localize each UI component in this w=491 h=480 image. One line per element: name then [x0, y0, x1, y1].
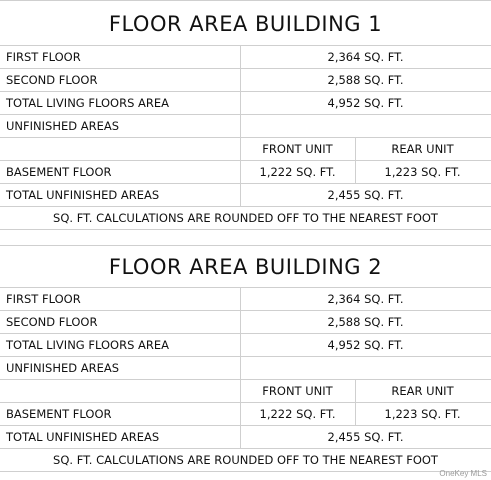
- b2-front-unit-header: FRONT UNIT: [262, 384, 333, 398]
- b1-total-unfinished-value: 2,455 SQ. FT.: [327, 188, 404, 202]
- b1-total-living-value: 4,952 SQ. FT.: [327, 96, 404, 110]
- b2-total-unfinished-label: TOTAL UNFINISHED AREAS: [6, 430, 160, 444]
- b2-second-floor-value: 2,588 SQ. FT.: [327, 315, 404, 329]
- grid-line: [0, 471, 491, 472]
- b1-second-floor-value: 2,588 SQ. FT.: [327, 73, 404, 87]
- b2-total-living-label: TOTAL LIVING FLOORS AREA: [6, 338, 170, 352]
- b1-first-floor-label: FIRST FLOOR: [6, 50, 81, 64]
- b1-front-unit-header: FRONT UNIT: [262, 142, 333, 156]
- b2-basement-label: BASEMENT FLOOR: [6, 407, 112, 421]
- b2-unfinished-header: UNFINISHED AREAS: [6, 361, 120, 375]
- b2-basement-rear-value: 1,223 SQ. FT.: [384, 407, 461, 421]
- b2-basement-front-value: 1,222 SQ. FT.: [259, 407, 336, 421]
- b1-total-unfinished-label: TOTAL UNFINISHED AREAS: [6, 188, 160, 202]
- b2-rounding-note: SQ. FT. CALCULATIONS ARE ROUNDED OFF TO THE NEAREST FOOT: [53, 453, 438, 467]
- b2-second-floor-label: SECOND FLOOR: [6, 315, 98, 329]
- b1-basement-rear-value: 1,223 SQ. FT.: [384, 165, 461, 179]
- building-1-title: FLOOR AREA BUILDING 1: [108, 12, 383, 36]
- b1-rear-unit-header: REAR UNIT: [391, 142, 454, 156]
- b1-rounding-note: SQ. FT. CALCULATIONS ARE ROUNDED OFF TO THE NEAREST FOOT: [53, 211, 438, 225]
- b2-first-floor-value: 2,364 SQ. FT.: [327, 292, 404, 306]
- b2-rear-unit-header: REAR UNIT: [391, 384, 454, 398]
- b2-first-floor-label: FIRST FLOOR: [6, 292, 81, 306]
- b1-basement-front-value: 1,222 SQ. FT.: [259, 165, 336, 179]
- grid-line: [0, 245, 491, 246]
- b1-basement-label: BASEMENT FLOOR: [6, 165, 112, 179]
- b1-first-floor-value: 2,364 SQ. FT.: [327, 50, 404, 64]
- grid-line: [0, 0, 491, 1]
- b1-unfinished-header: UNFINISHED AREAS: [6, 119, 120, 133]
- b2-total-living-value: 4,952 SQ. FT.: [327, 338, 404, 352]
- b2-total-unfinished-value: 2,455 SQ. FT.: [327, 430, 404, 444]
- b1-second-floor-label: SECOND FLOOR: [6, 73, 98, 87]
- grid-line: [0, 229, 491, 230]
- watermark: OneKey MLS: [439, 469, 487, 478]
- building-2-title: FLOOR AREA BUILDING 2: [108, 255, 383, 279]
- b1-total-living-label: TOTAL LIVING FLOORS AREA: [6, 96, 170, 110]
